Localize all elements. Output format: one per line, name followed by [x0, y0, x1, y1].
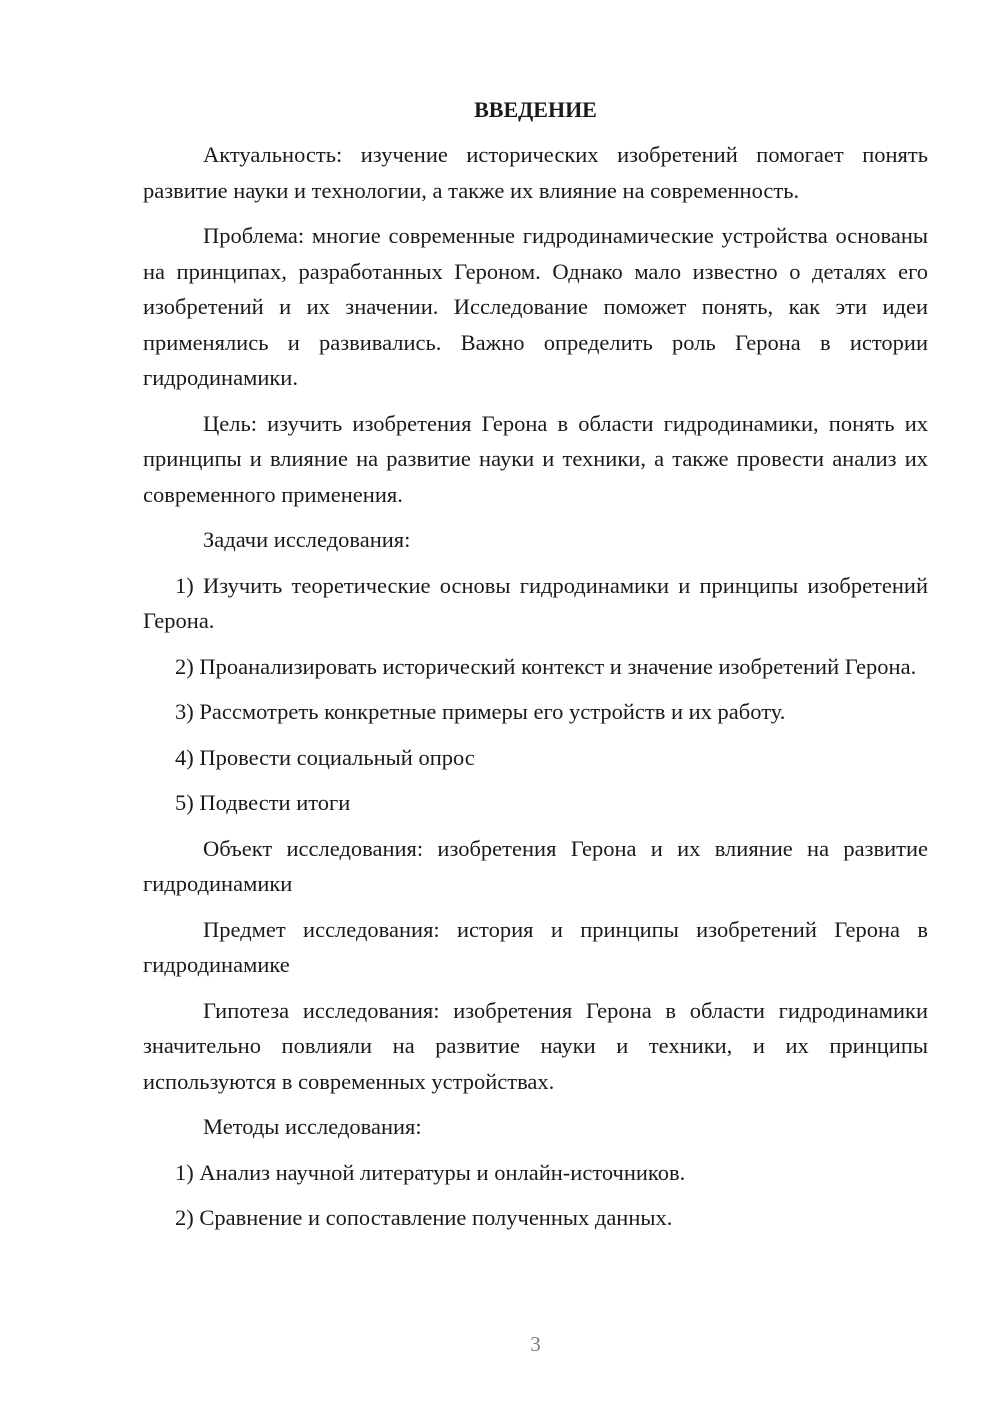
section-heading: ВВЕДЕНИЕ — [474, 97, 597, 122]
document-page — [143, 92, 928, 1246]
task-item-3: 3) Рассмотреть конкретные примеры его устройств и их работу. — [175, 699, 786, 724]
task-item-4: 4) Провести социальный опрос — [175, 744, 475, 770]
method-item-2: 2) Сравнение и сопоставление полученных данных. — [175, 1205, 673, 1230]
hypothesis-paragraph: Гипотеза исследования: изобретения Герона в области гидродинамики значительно повлияли на развитие науки и техники, и их принципы используются в современных устройствах. — [143, 997, 928, 1094]
task-item-1: 1) Изучить теоретические основы гидродинамики и принципы изобретений Герона. — [143, 572, 928, 633]
methods-title: Методы исследования: — [203, 1114, 422, 1139]
relevance-paragraph: Актуальность: изучение исторических изобретений помогает понять развитие науки и технологии, а также их влияние на современность. — [143, 142, 928, 203]
subject-paragraph: Предмет исследования: история и принципы изобретений Герона в гидродинамике — [143, 916, 928, 977]
goal-paragraph: Цель: изучить изобретения Герона в области гидродинамики, понять их принципы и влияние на развитие науки и техники, а также провести анализ их современного применения. — [143, 410, 928, 507]
page-number: 3 — [530, 1332, 541, 1356]
task-item-5: 5) Подвести итоги — [175, 790, 351, 815]
problem-paragraph: Проблема: многие современные гидродинамические устройства основаны на принципах, разработанных Героном. Однако мало известно о деталях его изобретений и их значении. Исследование поможет понять, как эти идеи применялись и развивались. Важно определить роль Герона в истории гидродинамики. — [143, 223, 928, 390]
object-paragraph: Объект исследования: изобретения Герона и их влияние на развитие гидродинамики — [143, 835, 928, 896]
task-item-2: 2) Проанализировать исторический контекст и значение изобретений Герона. — [175, 653, 917, 679]
tasks-title: Задачи исследования: — [203, 527, 411, 552]
method-item-1: 1) Анализ научной литературы и онлайн-источников. — [175, 1159, 686, 1185]
